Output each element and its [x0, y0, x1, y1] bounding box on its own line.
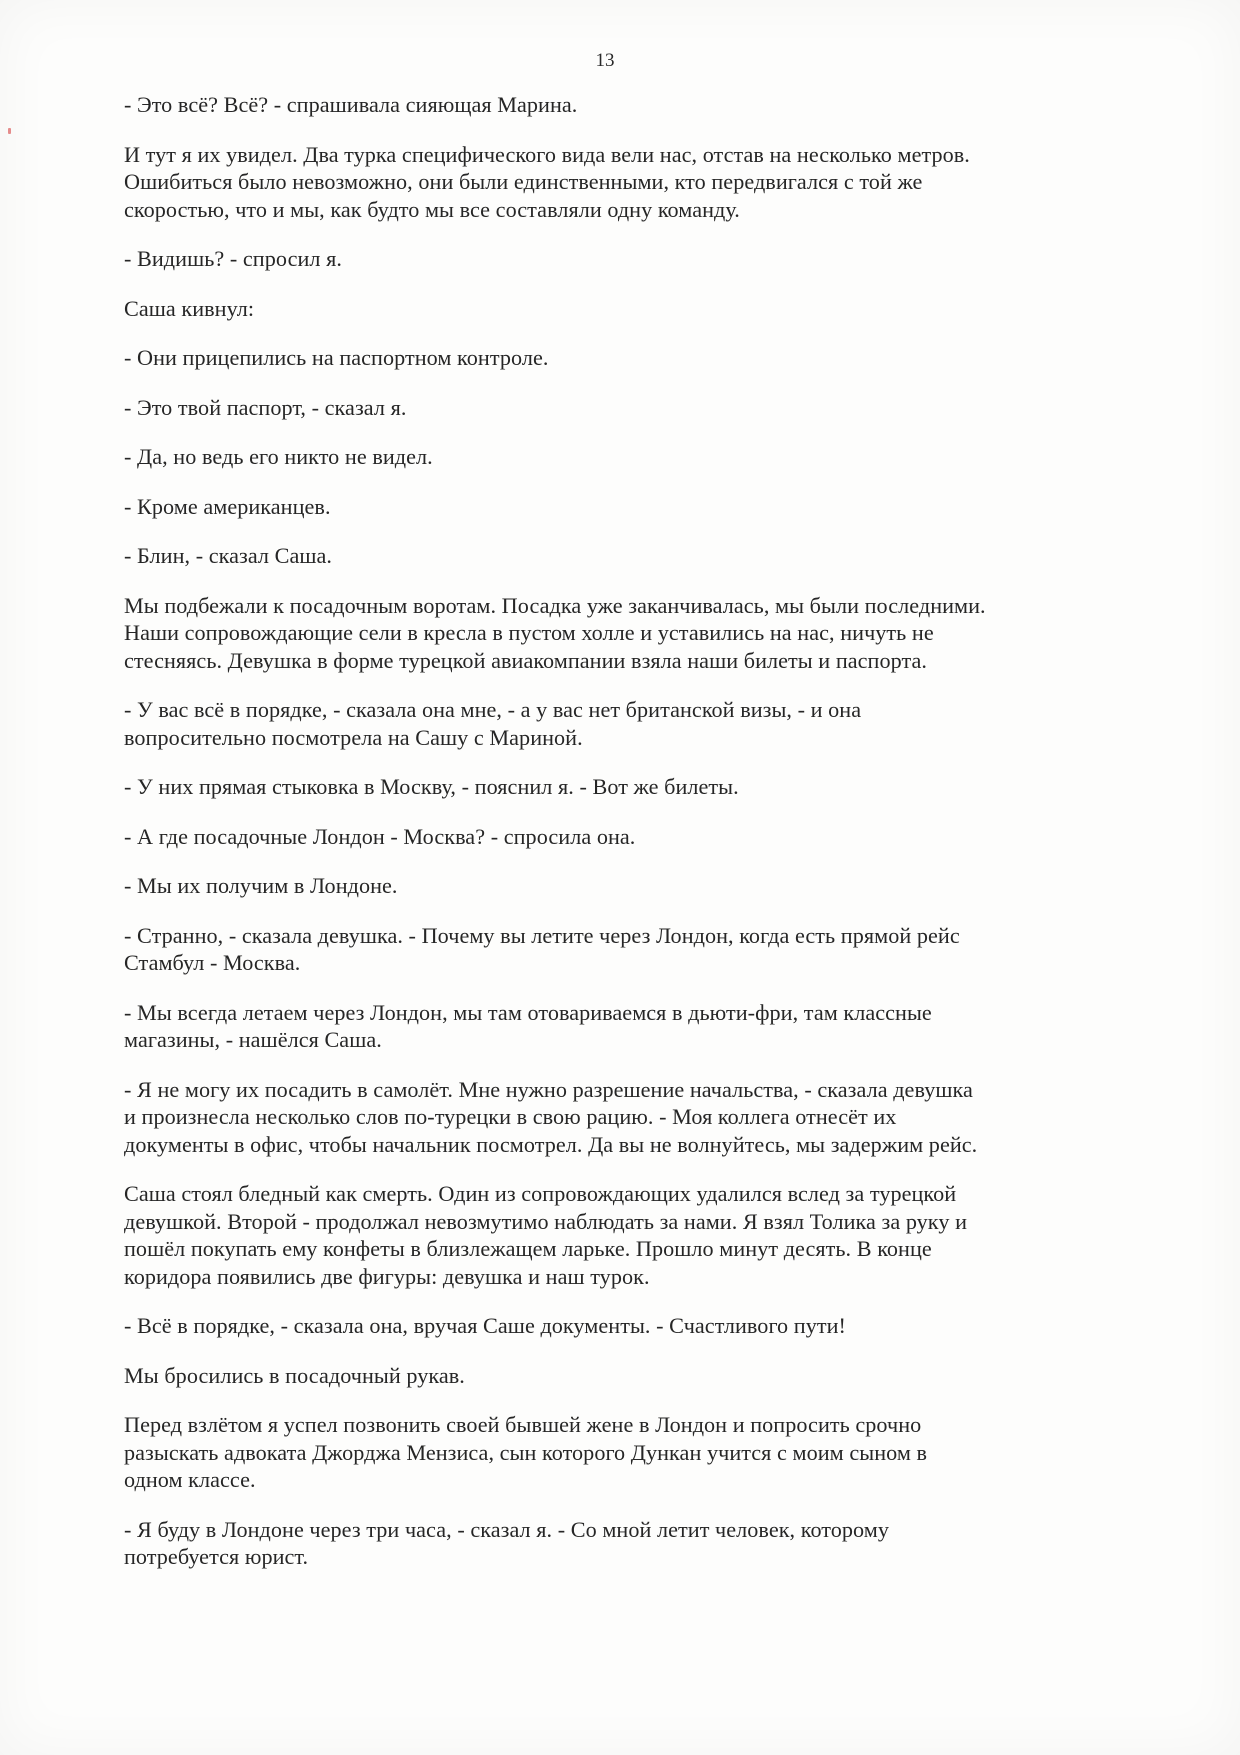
paragraph: Саша кивнул:	[124, 295, 255, 321]
paragraph: - У вас всё в порядке, - сказала она мне, - а у вас нет британской визы, - и она вопросительно посмотрела на Сашу с Мариной.	[124, 697, 862, 750]
paragraph: - Мы их получим в Лондоне.	[124, 873, 398, 898]
paragraph: - У них прямая стыковка в Москву, - пояснил я. - Вот же билеты.	[124, 774, 739, 799]
paragraph: - Всё в порядке, - сказала она, вручая Саше документы. - Счастливого пути!	[124, 1313, 846, 1338]
ink-mark	[8, 128, 11, 134]
paragraph: - Я не могу их посадить в самолёт. Мне нужно разрешение начальства, - сказала девушка и произнесла несколько слов по-турецки в свою рацию. - Моя коллега отнесёт их документы в офис, чтобы начальник посмотрел. Да вы не волнуйтесь, мы задержим рейс.	[124, 1076, 978, 1157]
paragraph: - Да, но ведь его никто не видел.	[124, 444, 433, 469]
page-number: 13	[595, 50, 615, 71]
paragraph: - Я буду в Лондоне через три часа, - сказал я. - Со мной летит человек, которому потребуется юрист.	[124, 1516, 889, 1569]
paragraph: - Кроме американцев.	[124, 493, 331, 519]
paragraph: - Видишь? - спросил я.	[124, 246, 342, 271]
paragraph: - Странно, - сказала девушка. - Почему вы летите через Лондон, когда есть прямой рейс Стамбул - Москва.	[124, 922, 960, 975]
paragraph: Перед взлётом я успел позвонить своей бывшей жене в Лондон и попросить срочно разыскать адвоката Джорджа Мензиса, сын которого Дункан учится с моим сыном в одном классе.	[124, 1412, 928, 1492]
paragraph: - Это всё? Всё? - спрашивала сияющая Марина.	[124, 92, 578, 117]
paragraph: И тут я их увидел. Два турка специфического вида вели нас, отстав на несколько метров. Ошибиться было невозможно, они были единственными, кто передвигался с той же скоростью, что и мы, как будто мы все составляли одну команду.	[124, 141, 970, 222]
paragraph: Мы подбежали к посадочным воротам. Посадка уже заканчивалась, мы были последними. Наши сопровождающие сели в кресла в пустом холле и уставились на нас, ничуть не стесняясь. Девушка в форме турецкой авиакомпании взяла наши билеты и паспорта.	[124, 592, 986, 673]
paragraph: - Блин, - сказал Саша.	[124, 543, 333, 568]
paragraph: Саша стоял бледный как смерть. Один из сопровождающих удалился вслед за турецкой девушкой. Второй - продолжал невозмутимо наблюдать за нами. Я взял Толика за руку и пошёл покупать ему конфеты в близлежащем ларьке. Прошло минут десять. В конце коридора появились две фигуры: девушка и наш турок.	[124, 1181, 967, 1289]
paragraph: - Это твой паспорт, - сказал я.	[124, 394, 407, 420]
document-body	[124, 91, 1124, 1593]
paragraph: - Они прицепились на паспортном контроле.	[124, 345, 549, 370]
paragraph: - А где посадочные Лондон - Москва? - спросила она.	[124, 823, 636, 849]
paragraph: - Мы всегда летаем через Лондон, мы там отовариваемся в дьюти-фри, там классные магазины, - нашёлся Саша.	[124, 999, 932, 1052]
paragraph: Мы бросились в посадочный рукав.	[124, 1362, 465, 1388]
